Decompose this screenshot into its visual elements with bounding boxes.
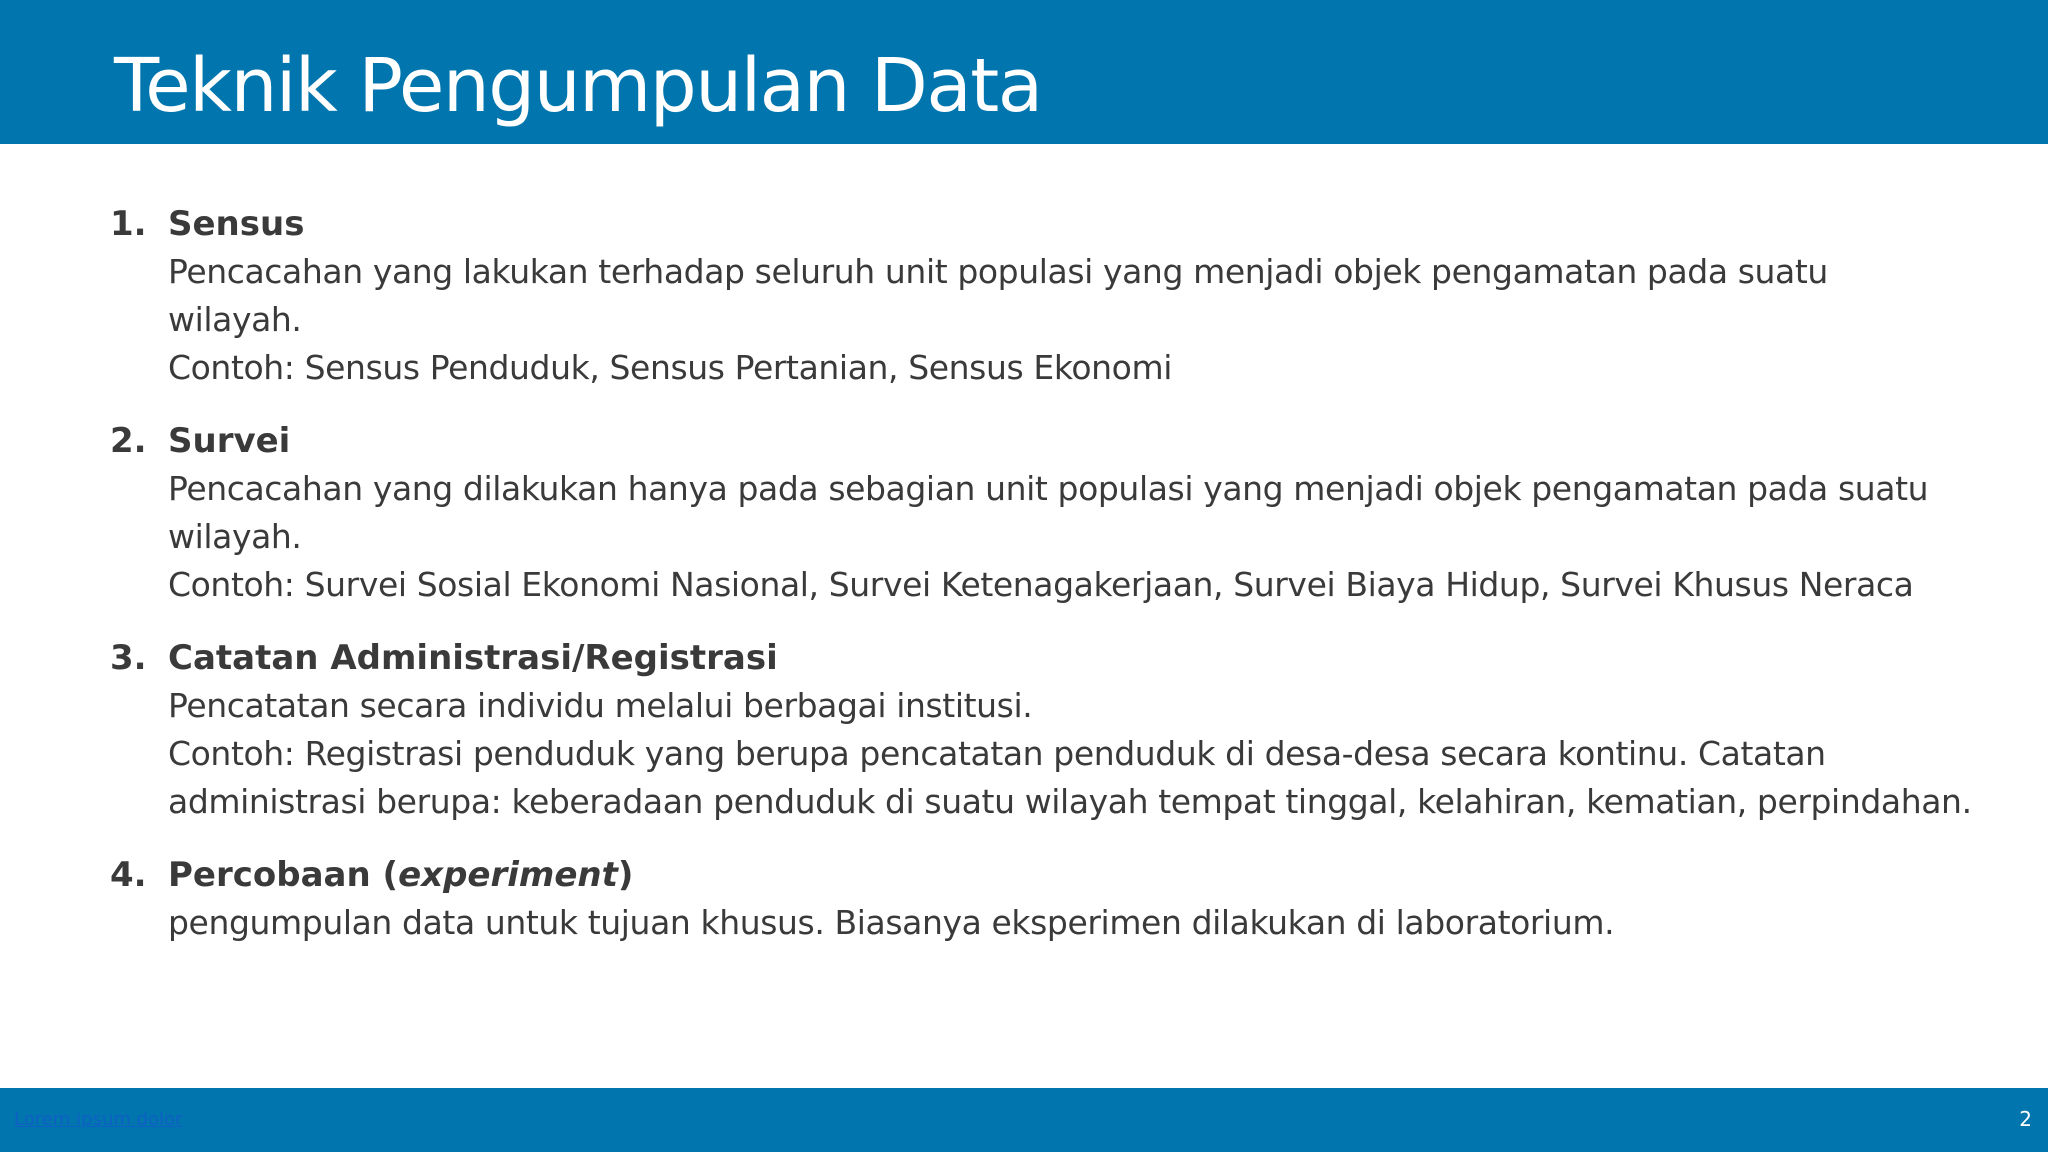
item-example: Contoh: Registrasi penduduk yang berupa pencatatan penduduk di desa-desa secara kontinu. Catatan [168,734,1826,773]
item-description: Pencacahan yang dilakukan hanya pada sebagian unit populasi yang menjadi objek pengamatan pada suatu [168,469,1929,508]
page-number: 2 [2019,1107,2032,1131]
item-description: Pencatatan secara individu melalui berbagai institusi. [168,686,1033,725]
footer-bar [0,1088,2048,1152]
item-number: 1. [110,204,147,244]
item-description: pengumpulan data untuk tujuan khusus. Biasanya eksperimen dilakukan di laboratorium. [168,903,1615,942]
item-title: Sensus [168,204,305,244]
list-item-sensus [110,200,1960,392]
item-example: administrasi berupa: keberadaan penduduk di suatu wilayah tempat tinggal, kelahiran, kematian, perpindahan. [168,782,1972,821]
item-body [168,417,1960,609]
item-example: Contoh: Survei Sosial Ekonomi Nasional, Survei Ketenagakerjaan, Survei Biaya Hidup, Survei Khusus Neraca [168,565,1914,604]
content-list [110,200,1972,972]
item-title: Survei [168,421,291,461]
item-number: 4. [110,855,147,895]
item-body [168,634,1972,826]
item-title-suffix: ) [617,855,634,895]
list-item-percobaan [110,851,1960,947]
item-title-italic: experiment [398,855,618,895]
item-description: wilayah. [168,300,302,339]
item-body [168,200,1960,392]
item-title-prefix: Percobaan ( [168,855,399,895]
item-description: Pencacahan yang lakukan terhadap seluruh unit populasi yang menjadi objek pengamatan pada suatu [168,252,1828,291]
slide-title: Teknik Pengumpulan Data [114,43,1042,129]
item-title: Catatan Administrasi/Registrasi [168,638,778,678]
item-number: 2. [110,421,147,461]
footer-link[interactable]: Lorem ipsum dolor [14,1109,183,1130]
item-description: wilayah. [168,517,302,556]
item-body [168,851,1960,947]
list-item-survei [110,417,1960,609]
title-bar [0,0,2048,144]
item-title [168,851,1960,899]
list-item-catatan-administrasi [110,634,1972,826]
item-example: Contoh: Sensus Penduduk, Sensus Pertanian, Sensus Ekonomi [168,348,1172,387]
item-number: 3. [110,638,147,678]
